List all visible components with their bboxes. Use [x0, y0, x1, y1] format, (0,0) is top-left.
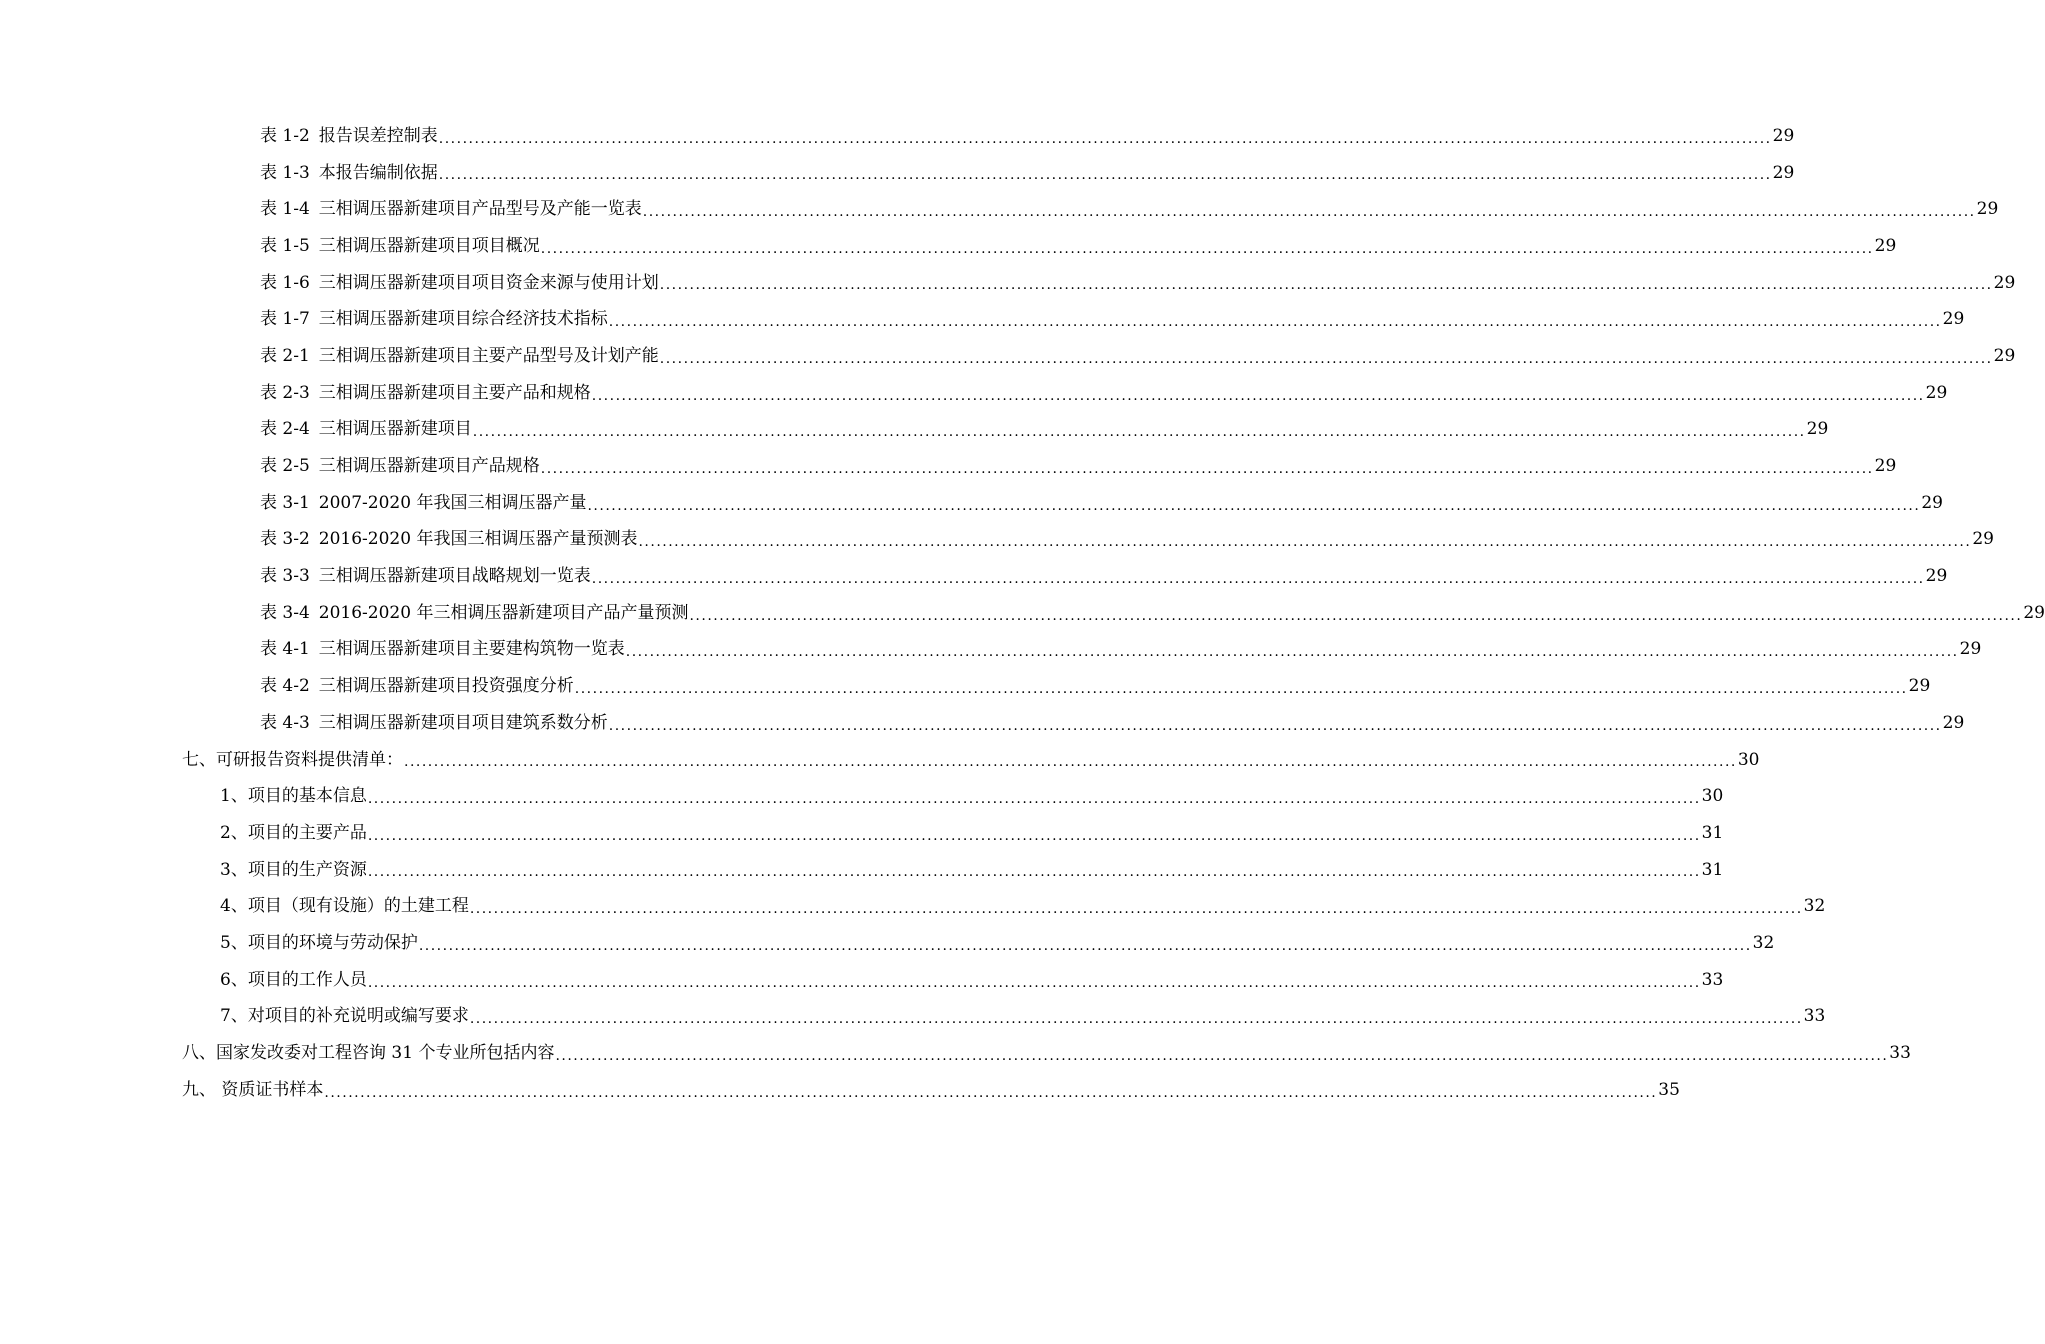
toc-entry-title: 三相调压器新建项目战略规划一览表	[318, 566, 591, 587]
toc-entry-number: 表 4-1	[260, 639, 310, 660]
toc-entry[interactable]	[0, 155, 1795, 192]
toc-entry-title: 6、项目的工作人员	[220, 969, 367, 990]
toc-entry[interactable]	[0, 925, 1775, 962]
toc-entry-label	[260, 421, 472, 438]
toc-entry[interactable]	[0, 888, 1826, 925]
toc-entry[interactable]	[0, 705, 1965, 742]
toc-entry-title: 三相调压器新建项目项目概况	[318, 235, 540, 256]
table-of-contents	[0, 118, 2045, 1109]
toc-dot-leader	[439, 168, 1772, 191]
toc-entry-title: 三相调压器新建项目项目建筑系数分析	[318, 712, 608, 733]
toc-entry-title: 三相调压器新建项目主要产品型号及计划产能	[318, 345, 659, 366]
toc-entry-label	[260, 641, 625, 658]
toc-entry-page-number: 29	[1993, 272, 2016, 293]
toc-dot-leader	[541, 242, 1874, 265]
toc-dot-leader	[470, 902, 1803, 925]
toc-entry-page-number: 29	[1925, 566, 1948, 587]
toc-entry-page-number: 29	[1772, 162, 1795, 183]
toc-entry-label	[220, 1008, 469, 1025]
toc-entry-label	[260, 345, 659, 366]
toc-entry-number: 表 1-5	[260, 235, 310, 256]
toc-entry-page-number: 30	[1737, 749, 1760, 770]
toc-entry-title: 三相调压器新建项目投资强度分析	[318, 676, 574, 697]
toc-dot-leader	[660, 352, 1993, 375]
toc-entry-page-number: 32	[1752, 932, 1775, 953]
toc-entry-title: 7、对项目的补充说明或编写要求	[220, 1006, 469, 1027]
toc-entry-number: 表 2-5	[260, 456, 310, 477]
toc-entry-label	[260, 162, 438, 183]
toc-entry-label	[260, 235, 540, 256]
toc-entry-label	[260, 272, 659, 293]
toc-entry-number: 表 1-6	[260, 272, 310, 293]
toc-entry-title: 2016-2020 年我国三相调压器产量预测表	[318, 529, 638, 550]
toc-entry-page-number: 29	[2023, 602, 2045, 623]
toc-entry-label	[260, 458, 540, 475]
toc-entry-label	[220, 898, 469, 915]
toc-entry-page-number: 29	[1772, 125, 1795, 146]
toc-entry-title: 2、项目的主要产品	[220, 822, 367, 843]
toc-entry-page-number: 29	[1959, 639, 1982, 660]
toc-dot-leader	[368, 829, 1701, 852]
toc-entry-page-number: 29	[1874, 456, 1897, 477]
toc-dot-leader	[609, 315, 1942, 338]
toc-dot-leader	[470, 1012, 1803, 1035]
toc-dot-leader	[555, 1049, 1888, 1072]
toc-entry-page-number: 29	[1942, 712, 1965, 733]
toc-entry-number: 表 1-2	[260, 125, 310, 146]
toc-entry-page-number: 31	[1701, 822, 1724, 843]
toc-entry[interactable]	[0, 962, 1724, 999]
toc-entry-page-number: 29	[1925, 382, 1948, 403]
toc-entry-title: 九、 资质证书样本	[182, 1079, 324, 1100]
toc-dot-leader	[419, 939, 1752, 962]
toc-entry-number: 表 2-4	[260, 419, 310, 440]
toc-dot-leader	[643, 205, 1976, 228]
toc-entry-title: 三相调压器新建项目	[318, 419, 472, 440]
toc-entry-label	[182, 1079, 324, 1100]
toc-dot-leader	[324, 1086, 1657, 1109]
toc-dot-leader	[541, 462, 1874, 485]
toc-entry-page-number: 29	[1993, 345, 2016, 366]
toc-entry[interactable]	[0, 1072, 1680, 1109]
toc-dot-leader	[592, 389, 1925, 412]
toc-entry-label	[260, 382, 591, 403]
toc-entry-page-number: 29	[1921, 492, 1943, 513]
toc-dot-leader	[592, 572, 1925, 595]
toc-entry-label	[260, 492, 587, 513]
toc-dot-leader	[609, 719, 1942, 742]
toc-entry[interactable]	[0, 742, 1760, 779]
toc-entry[interactable]	[0, 228, 1897, 265]
toc-entry-label	[182, 1045, 554, 1062]
toc-entry-number: 表 1-3	[260, 162, 310, 183]
toc-entry-number: 表 3-1	[260, 492, 310, 513]
toc-entry[interactable]	[0, 1035, 1911, 1072]
toc-dot-leader	[368, 865, 1701, 888]
toc-entry[interactable]	[0, 375, 1948, 412]
toc-entry[interactable]	[0, 448, 1897, 485]
toc-entry[interactable]	[0, 338, 2016, 375]
toc-dot-leader	[368, 792, 1701, 815]
toc-entry-page-number: 30	[1701, 786, 1724, 807]
toc-entry-label	[260, 602, 689, 623]
toc-entry-label	[260, 311, 608, 328]
toc-entry-number: 表 1-7	[260, 309, 310, 330]
toc-entry-number: 表 3-2	[260, 529, 310, 550]
toc-entry[interactable]	[0, 778, 1724, 815]
toc-entry-title: 4、项目（现有设施）的土建工程	[220, 896, 469, 917]
toc-entry-number: 表 4-3	[260, 712, 310, 733]
toc-entry-page-number: 29	[1972, 529, 1994, 550]
toc-entry[interactable]	[0, 815, 1724, 852]
toc-entry[interactable]	[0, 522, 1994, 559]
toc-entry-title: 七、可研报告资料提供清单：	[182, 749, 403, 770]
toc-entry-title: 三相调压器新建项目产品型号及产能一览表	[318, 199, 642, 220]
toc-entry[interactable]	[0, 485, 1943, 522]
toc-dot-leader	[626, 645, 1959, 668]
toc-dot-leader	[660, 278, 1993, 301]
toc-entry-title: 本报告编制依据	[318, 162, 438, 183]
toc-dot-leader	[368, 976, 1701, 999]
toc-entry-page-number: 35	[1658, 1079, 1680, 1100]
toc-entry-number: 表 1-4	[260, 199, 310, 220]
toc-entry-label	[260, 201, 642, 218]
toc-entry[interactable]	[0, 999, 1826, 1036]
toc-entry-number: 表 2-1	[260, 345, 310, 366]
toc-entry-page-number: 29	[1806, 419, 1829, 440]
toc-entry-title: 三相调压器新建项目主要建构筑物一览表	[318, 639, 625, 660]
toc-entry-label	[220, 969, 367, 990]
toc-entry[interactable]	[0, 595, 2045, 632]
toc-entry[interactable]	[0, 191, 1999, 228]
toc-entry-page-number: 29	[1874, 235, 1897, 256]
toc-entry-page-number: 33	[1701, 969, 1724, 990]
toc-entry-label	[260, 125, 438, 146]
toc-entry-title: 八、国家发改委对工程咨询 31 个专业所包括内容	[182, 1043, 555, 1064]
toc-entry[interactable]	[0, 632, 1982, 669]
toc-entry[interactable]	[0, 558, 1948, 595]
toc-entry-title: 报告误差控制表	[318, 125, 438, 146]
toc-entry-label	[260, 568, 591, 585]
toc-entry-title: 5、项目的环境与劳动保护	[220, 932, 418, 953]
toc-entry-title: 1、项目的基本信息	[220, 786, 367, 807]
toc-entry-label	[260, 678, 574, 695]
toc-entry-title: 2016-2020 年三相调压器新建项目产品产量预测	[318, 602, 689, 623]
toc-entry-title: 三相调压器新建项目综合经济技术指标	[318, 309, 608, 330]
toc-entry-title: 三相调压器新建项目主要产品和规格	[318, 382, 591, 403]
toc-entry-page-number: 31	[1701, 859, 1724, 880]
toc-dot-leader	[575, 682, 1908, 705]
toc-entry-title: 3、项目的生产资源	[220, 859, 367, 880]
toc-entry-title: 三相调压器新建项目项目资金来源与使用计划	[318, 272, 659, 293]
toc-entry-title: 2007-2020 年我国三相调压器产量	[318, 492, 587, 513]
toc-dot-leader	[587, 499, 1920, 522]
toc-entry-label	[220, 859, 367, 880]
toc-entry[interactable]	[0, 852, 1724, 889]
toc-dot-leader	[638, 535, 1971, 558]
toc-entry-label	[260, 712, 608, 733]
toc-entry-label	[260, 531, 637, 548]
toc-entry-page-number: 32	[1803, 896, 1826, 917]
toc-entry-number: 表 2-3	[260, 382, 310, 403]
toc-entry-page-number: 29	[1908, 676, 1931, 697]
toc-entry-number: 表 4-2	[260, 676, 310, 697]
toc-entry-page-number: 29	[1976, 199, 1999, 220]
toc-entry[interactable]	[0, 668, 1931, 705]
toc-entry-label	[182, 749, 403, 770]
toc-dot-leader	[439, 132, 1772, 155]
toc-entry-label	[220, 822, 367, 843]
toc-entry-page-number: 29	[1942, 309, 1965, 330]
toc-entry-page-number: 33	[1803, 1006, 1826, 1027]
toc-dot-leader	[689, 609, 2022, 632]
toc-entry-number: 表 3-4	[260, 602, 310, 623]
toc-entry[interactable]	[0, 301, 1965, 338]
toc-entry-title: 三相调压器新建项目产品规格	[318, 456, 540, 477]
toc-entry-number: 表 3-3	[260, 566, 310, 587]
toc-entry-label	[220, 932, 418, 953]
toc-entry[interactable]	[0, 118, 1795, 155]
toc-entry[interactable]	[0, 265, 2016, 302]
toc-entry-label	[220, 788, 367, 805]
toc-dot-leader	[473, 425, 1806, 448]
toc-entry[interactable]	[0, 412, 1829, 449]
toc-entry-page-number: 33	[1889, 1043, 1911, 1064]
toc-dot-leader	[404, 755, 1737, 778]
